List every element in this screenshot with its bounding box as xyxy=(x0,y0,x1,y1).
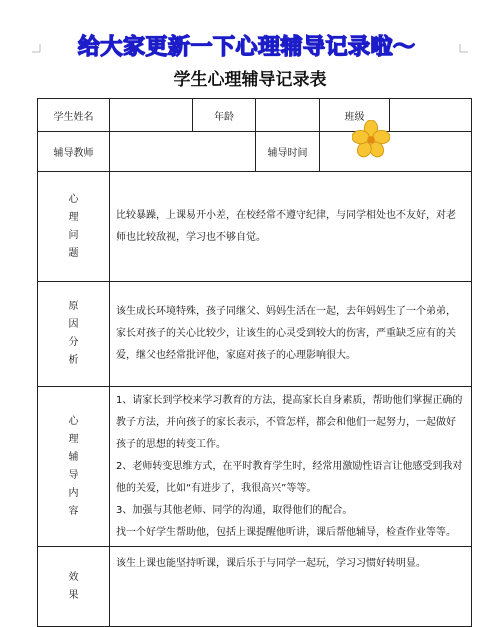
student-name-field[interactable] xyxy=(110,99,193,132)
age-field[interactable] xyxy=(256,99,320,132)
counseling-text xyxy=(110,387,472,547)
effect-label: 效 果 xyxy=(38,547,110,627)
cause-label: 原 因 分 析 xyxy=(38,282,110,387)
age-label: 年龄 xyxy=(193,99,256,132)
problem-text: 比较暴躁，上课易开小差，在校经常不遵守纪律，与同学相处也不友好，对老师也比较敌视，学习也不够自觉。 xyxy=(110,172,472,282)
record-table xyxy=(37,98,472,627)
counseling-item: 1、请家长到学校来学习教育的方法，提高家长自身素质，帮助他们掌握正确的教子方法，并向孩子的家长表示，不管怎样，都会和他们一起努力，一起做好孩子的思想的转变工作。 xyxy=(116,394,463,450)
time-field[interactable] xyxy=(320,132,472,172)
effect-text: 该生上课也能坚持听课，课后乐于与同学一起玩，学习习惯好转明显。 xyxy=(110,547,472,627)
counseling-label: 心 理 辅 导 内 容 xyxy=(38,387,110,547)
class-field[interactable] xyxy=(390,99,472,132)
cause-text: 该生成长环境特殊，孩子同继父、妈妈生活在一起，去年妈妈生了一个弟弟，家长对孩子的关心比较少，让该生的心灵受到较大的伤害，严重缺乏应有的关爱，继父也经常批评他，家庭对孩子的心理影响很大。 xyxy=(110,282,472,387)
time-label: 辅导时间 xyxy=(256,132,320,172)
header-banner: 给大家更新一下心理辅导记录啦～ xyxy=(78,35,416,60)
student-name-label: 学生姓名 xyxy=(38,99,110,132)
teacher-label: 辅导教师 xyxy=(38,132,110,172)
counseling-item: 找一个好学生帮助他，包括上课提醒他听讲，课后帮他辅导，检查作业等等。 xyxy=(116,526,456,538)
flower-icon xyxy=(352,120,390,158)
counseling-item: 2、老师转变思维方式，在平时教育学生时，经常用激励性语言让他感受到我对他的关爱，比如“有进步了，我很高兴”等等。 xyxy=(116,460,463,494)
teacher-field[interactable] xyxy=(110,132,256,172)
counseling-item: 3、加强与其他老师、同学的沟通，取得他们的配合。 xyxy=(116,504,353,516)
document-title: 学生心理辅导记录表 xyxy=(173,70,327,90)
class-label: 班级 xyxy=(320,99,390,132)
problem-label: 心 理 问 题 xyxy=(38,172,110,282)
